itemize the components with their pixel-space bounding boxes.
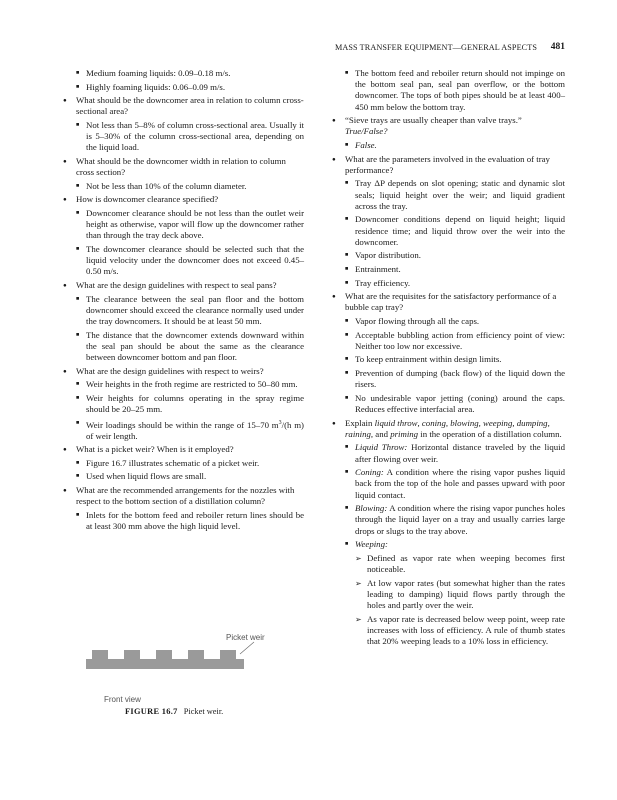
- answer-item: ■ Entrainment.: [333, 264, 565, 275]
- definition-text: A condition where the rising vapor pushes liquid back from the top of the hole and passes upward with poor liquid contact.: [355, 467, 565, 500]
- separator: ,: [478, 417, 484, 428]
- separator: ,: [547, 417, 550, 428]
- weir-loading-superscript: 3: [278, 419, 282, 426]
- definition-text: Horizontal distance traveled by the liquid after flowing over weir.: [355, 442, 565, 464]
- picket-weir-figure: [64, 628, 304, 708]
- answer-item: ■ Tray efficiency.: [333, 278, 565, 289]
- left-column: [64, 68, 304, 535]
- answer-item: ■ Downcomer clearance should be not less than the outlet weir height as otherwise, vapor will flow up the downcomer rather than through the tray deck above.: [64, 208, 304, 242]
- running-header-title: MASS TRANSFER EQUIPMENT—GENERAL ASPECTS: [334, 43, 537, 52]
- question-item: ● What are the recommended arrangements for the nozzles with respect to the bottom section of a distillation column?: [64, 485, 304, 507]
- weir-picket: [188, 650, 204, 659]
- picket-weir-leader-line: [240, 642, 254, 654]
- separator: ,: [417, 417, 422, 428]
- answer-item: ■ Prevention of dumping (back flow) of the liquid down the risers.: [333, 368, 565, 390]
- answer-item: ■ The clearance between the seal pan floor and the bottom downcomer should exceed the clearance normally used under the tray downcomers. It should be at least 50 mm.: [64, 294, 304, 328]
- sub-point: ➢ At low vapor rates (but somewhat higher than the rates leading to damping) liquid flows partly through the holes and partly over the weir.: [333, 578, 565, 612]
- answer-item: ■ Acceptable bubbling action from efficiency point of view: Neither too low nor excessive.: [333, 330, 565, 352]
- definition-term: Liquid Throw:: [355, 442, 408, 453]
- answer-item: ■ The downcomer clearance should be selected such that the liquid velocity under the downcomer does not exceed 0.45–0.50 m/s.: [64, 244, 304, 278]
- definition-item: [333, 442, 565, 464]
- definition-term: ■ Weeping:: [333, 539, 565, 550]
- definition-item: [333, 503, 565, 537]
- question-item: ● How is downcomer clearance specified?: [64, 194, 304, 205]
- answer-item: ■ Downcomer conditions depend on liquid height; liquid residence time; and liquid throw over the weir into the downcomer.: [333, 214, 565, 248]
- question-item: ● What are the design guidelines with respect to seal pans?: [64, 280, 304, 291]
- right-column: [333, 68, 565, 650]
- question-text: “Sieve trays are usually cheaper than valve trays.”: [345, 115, 522, 126]
- sub-point: ➢ Defined as vapor rate when weeping becomes first noticeable.: [333, 553, 565, 575]
- separator: ,: [512, 417, 517, 428]
- term-italic: raining: [345, 428, 371, 439]
- answer-item: ■ Figure 16.7 illustrates schematic of a picket weir.: [64, 458, 304, 469]
- answer-item-weir-loading: [64, 418, 304, 442]
- question-item: [333, 115, 565, 137]
- answer-item: ■ Not be less than 10% of the column diameter.: [64, 181, 304, 192]
- question-item: ● What should be the downcomer area in relation to column cross-sectional area?: [64, 95, 304, 117]
- picket-weir-label: Picket weir: [226, 633, 265, 642]
- question-text: Explain: [345, 417, 375, 428]
- definition-text: A condition where the rising vapor punches holes through the liquid layer on a tray and usually carries large drops or slugs to the tray above.: [355, 503, 565, 536]
- question-text-italic: True/False?: [345, 126, 388, 137]
- question-item: ● What are the requisites for the satisfactory performance of a bubble cap tray?: [333, 291, 565, 313]
- term-italic: weeping: [483, 417, 513, 428]
- answer-item: ■ Medium foaming liquids: 0.09–0.18 m/s.: [64, 68, 304, 79]
- front-view-label: Front view: [104, 695, 141, 704]
- page-number: 481: [550, 42, 565, 52]
- separator: ,: [445, 417, 451, 428]
- answer-item: ■ Tray ΔP depends on slot opening; static and dynamic slot seals; liquid height over the weir; and liquid gradient across the tray.: [333, 178, 565, 212]
- term-italic: dumping: [516, 417, 548, 428]
- answer-item: ■ Used when liquid flows are small.: [64, 471, 304, 482]
- question-item: ● What is a picket weir? When is it employed?: [64, 444, 304, 455]
- answer-item: ■ Weir heights for columns operating in the spray regime should be 20–25 mm.: [64, 393, 304, 415]
- weir-picket: [156, 650, 172, 659]
- answer-item: ■ Vapor distribution.: [333, 250, 565, 261]
- answer-item: ■ To keep entrainment within design limits.: [333, 354, 565, 365]
- sub-point: ➢ As vapor rate is decreased below weep point, weep rate increases with loss of efficiency. A rule of thumb states that 20% weeping leads to a 10% loss in efficiency.: [333, 614, 565, 648]
- answer-item: ■ Not less than 5–8% of column cross-sectional area. Usually it is 5–30% of the column cross-sectional area, depending on the liquid load.: [64, 120, 304, 154]
- figure-caption-number: FIGURE 16.7: [125, 707, 178, 716]
- answer-item: ■ The bottom feed and reboiler return should not impinge on the bottom seal pan, seal pan overflow, or the bottom downcomer. The tops of both pipes should be at least 400–450 mm below the bottom tray.: [333, 68, 565, 113]
- definition-term: Blowing:: [355, 503, 388, 514]
- term-italic: blowing: [450, 417, 479, 428]
- running-header: [0, 43, 617, 57]
- answer-item: ■ False.: [333, 140, 565, 151]
- weir-loading-unit: /(h m) of weir length.: [86, 419, 304, 441]
- question-item: ● What should be the downcomer width in relation to column cross section?: [64, 156, 304, 178]
- answer-item: ■ The distance that the downcomer extends downward within the seal pan should be about the same as the clearance between downcomer bottom and pan floor.: [64, 330, 304, 364]
- answer-item: ■ Vapor flowing through all the caps.: [333, 316, 565, 327]
- answer-item: ■ Inlets for the bottom feed and reboiler return lines should be at least 300 mm above the high liquid level.: [64, 510, 304, 532]
- answer-item: ■ Weir heights in the froth regime are restricted to 50–80 mm.: [64, 379, 304, 390]
- figure-caption: [125, 707, 223, 716]
- question-item: [333, 418, 565, 440]
- weir-base-plate: [86, 659, 244, 669]
- weir-picket: [124, 650, 140, 659]
- weir-picket: [92, 650, 108, 659]
- weir-loading-text: Weir loadings should be within the range of 15–70 m: [86, 419, 279, 430]
- separator: , and: [370, 428, 391, 439]
- weir-picket: [220, 650, 236, 659]
- question-item: ● What are the parameters involved in the evaluation of tray performance?: [333, 154, 565, 176]
- question-text: in the operation of a distillation column.: [418, 428, 562, 439]
- term-italic: liquid throw: [374, 417, 418, 428]
- definition-term: Coning:: [355, 467, 384, 478]
- question-item: ● What are the design guidelines with respect to weirs?: [64, 366, 304, 377]
- term-italic: coning: [421, 417, 446, 428]
- term-italic: priming: [390, 428, 419, 439]
- definition-item: [333, 467, 565, 501]
- answer-item: ■ No undesirable vapor jetting (coning) around the caps. Reduces effective interfacial area.: [333, 393, 565, 415]
- answer-item: ■ Highly foaming liquids: 0.06–0.09 m/s.: [64, 82, 304, 93]
- figure-caption-text: Picket weir.: [183, 707, 224, 716]
